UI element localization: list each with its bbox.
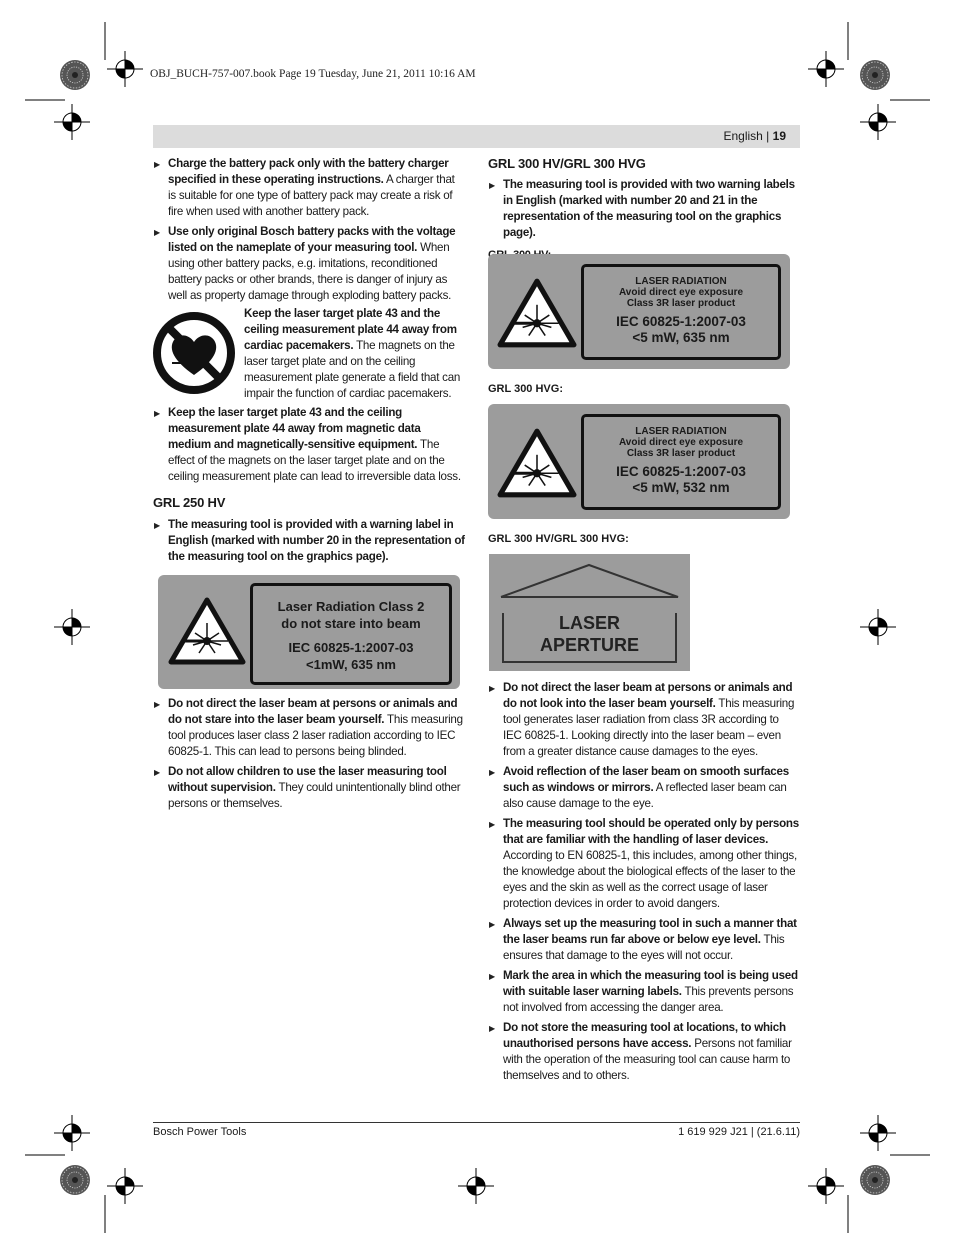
laser-hazard-icon bbox=[497, 278, 577, 348]
label-line-3: IEC 60825-1:2007-03 bbox=[288, 640, 414, 655]
grl300hvg-warning-label bbox=[488, 404, 790, 519]
bullet-text: A charger that is suitable for one type of battery pack may create a risk of fire when used with another battery pack. bbox=[168, 173, 455, 218]
bullet-text: This prevents persons not involved from accessing the danger area. bbox=[503, 985, 794, 1014]
bullet-bold: Do not direct the laser beam at persons or animals and do not look into the laser beam yourself. bbox=[503, 681, 793, 710]
label-line-2: Avoid direct eye exposure bbox=[618, 287, 744, 298]
page-header-bar bbox=[153, 125, 800, 148]
laser-hazard-icon bbox=[497, 428, 577, 498]
aperture-text bbox=[489, 612, 690, 656]
grl250-warning-label bbox=[158, 575, 460, 689]
bullet-bold: The measuring tool is provided with two warning labels in English (marked with number 20 and 21 in the representation of the measuring tool on the graphics page). bbox=[503, 178, 795, 239]
bullet-eye-level bbox=[488, 916, 800, 964]
bullet-text: A reflected laser beam can also cause damage to the eye. bbox=[503, 781, 787, 810]
right-column-top bbox=[488, 156, 800, 263]
footer-doc-number: 1 619 929 J21 | (21.6.11) bbox=[678, 1126, 800, 1138]
laser-hazard-icon bbox=[168, 597, 246, 665]
grl300hv-label-textbox bbox=[581, 264, 781, 360]
left-column-bottom bbox=[153, 696, 465, 816]
label-line-1: LASER RADIATION bbox=[635, 276, 727, 287]
bullet-bold: Mark the area in which the measuring tool is being used with suitable laser warning labels. bbox=[503, 969, 798, 998]
left-column-lower bbox=[153, 405, 465, 569]
no-pacemaker-icon bbox=[152, 311, 236, 395]
bullet-no-look-beam bbox=[488, 680, 800, 760]
bullet-storage bbox=[488, 1020, 800, 1084]
label-line-3: Class 3R laser product bbox=[626, 448, 736, 459]
label-line-5: <5 mW, 635 nm bbox=[632, 330, 730, 345]
bullet-bold: Use only original Bosch battery packs with the voltage listed on the nameplate of your measuring tool. bbox=[168, 225, 456, 254]
bullet-children bbox=[153, 764, 465, 812]
bullet-familiar-persons bbox=[488, 816, 800, 912]
grl300-heading: GRL 300 HV/GRL 300 HVG bbox=[488, 156, 646, 171]
pacemaker-text: The magnets on the laser target plate and on the ceiling measurement plate generate a field that can impair the function of cardiac pacemakers. bbox=[244, 339, 461, 400]
bullet-text: This ensures that damage to the eyes will not occur. bbox=[503, 933, 785, 962]
page-number: 19 bbox=[772, 129, 786, 143]
bullet-text: The effect of the magnets on the laser target plate and on the ceiling measurement plate can lead to irreversible data loss. bbox=[168, 438, 461, 483]
laser-aperture-label bbox=[489, 554, 690, 671]
book-info-line: OBJ_BUCH-757-007.book Page 19 Tuesday, June 21, 2011 10:16 AM bbox=[150, 68, 476, 80]
bullet-grl250-label bbox=[153, 517, 465, 565]
label-line-2: Avoid direct eye exposure bbox=[618, 437, 744, 448]
aperture-line-1: LASER bbox=[558, 613, 620, 633]
label-line-3: Class 3R laser product bbox=[626, 298, 736, 309]
bullet-original-batteries bbox=[153, 224, 465, 304]
bullet-mark-area bbox=[488, 968, 800, 1016]
header-separator: | bbox=[766, 129, 770, 143]
bullet-text: This measuring tool produces laser class 2 laser radiation according to IEC 60825-1. This can lead to persons being blinded. bbox=[168, 713, 463, 758]
right-column-bottom bbox=[488, 680, 800, 1088]
grl300-both-subheading: GRL 300 HV/GRL 300 HVG: bbox=[488, 533, 629, 545]
footer-divider bbox=[153, 1122, 800, 1123]
pacemaker-block bbox=[244, 306, 466, 402]
pacemaker-bold: Keep the laser target plate 43 and the ceiling measurement plate 44 away from cardiac pacemakers. bbox=[244, 307, 457, 352]
bullet-bold: Avoid reflection of the laser beam on smooth surfaces such as windows or mirrors. bbox=[503, 765, 789, 794]
bullet-bold: The measuring tool is provided with a warning label in English (marked with number 20 in the representation of the measuring tool on the graphics page). bbox=[168, 518, 465, 563]
label-line-5: <5 mW, 532 nm bbox=[632, 480, 730, 495]
bullet-bold: Always set up the measuring tool in such a manner that the laser beams run far above or below eye level. bbox=[503, 917, 797, 946]
bullet-text: When using other battery packs, e.g. imitations, reconditioned battery packs or other brands, there is danger of injury as well as property damage through exploding battery packs. bbox=[168, 241, 452, 302]
bullet-text: This measuring tool generates laser radiation from class 3R according to IEC 60825-1. Looking directly into the laser beam – even from a greater distance cause damages to the eyes. bbox=[503, 697, 795, 758]
footer-publisher: Bosch Power Tools bbox=[153, 1126, 247, 1138]
grl300hv-warning-label bbox=[488, 254, 790, 369]
grl300hvg-label-textbox bbox=[581, 414, 781, 510]
pacemaker-warning bbox=[244, 306, 466, 402]
bullet-bold: Do not store the measuring tool at locations, to which unauthorised persons have access. bbox=[503, 1021, 786, 1050]
header-language: English bbox=[723, 129, 763, 143]
aperture-line-2: APERTURE bbox=[539, 635, 639, 655]
label-line-4: <1mW, 635 nm bbox=[306, 657, 396, 672]
bullet-bold: Do not allow children to use the laser measuring tool without supervision. bbox=[168, 765, 447, 794]
label-line-1: Laser Radiation Class 2 bbox=[277, 599, 425, 614]
left-column bbox=[153, 156, 465, 308]
bullet-text: According to EN 60825-1, this includes, among other things, the knowledge about the biological effects of the laser to the eyes and the skin as well as the correct usage of laser protection devices in order to avoid dangers. bbox=[503, 849, 797, 910]
bullet-text: Persons not familiar with the operation of the measuring tool can cause harm to themselves and to others. bbox=[503, 1037, 792, 1082]
label-line-1: LASER RADIATION bbox=[635, 426, 727, 437]
bullet-bold: Keep the laser target plate 43 and the ceiling measurement plate 44 away from magnetic data medium and magnetically-sensitive equipment. bbox=[168, 406, 421, 451]
bullet-bold: Do not direct the laser beam at persons or animals and do not stare into the laser beam yourself. bbox=[168, 697, 458, 726]
bullet-bold: Charge the battery pack only with the battery charger specified in these operating instructions. bbox=[168, 157, 449, 186]
bullet-no-direct-beam bbox=[153, 696, 465, 760]
bullet-two-labels bbox=[488, 177, 800, 241]
grl250-label-textbox bbox=[250, 583, 452, 685]
bullet-reflection bbox=[488, 764, 800, 812]
page-header-text bbox=[723, 129, 786, 143]
label-line-4: IEC 60825-1:2007-03 bbox=[616, 314, 746, 329]
bullet-bold: The measuring tool should be operated only by persons that are familiar with the handling of laser devices. bbox=[503, 817, 799, 846]
label-line-2: do not stare into beam bbox=[281, 616, 421, 631]
grl300hvg-subheading: GRL 300 HVG: bbox=[488, 383, 563, 395]
label-line-4: IEC 60825-1:2007-03 bbox=[616, 464, 746, 479]
grl250-heading: GRL 250 HV bbox=[153, 495, 226, 510]
bullet-charger bbox=[153, 156, 465, 220]
bullet-text: They could unintentionally blind other persons or themselves. bbox=[168, 781, 461, 810]
bullet-magnetic bbox=[153, 405, 465, 485]
